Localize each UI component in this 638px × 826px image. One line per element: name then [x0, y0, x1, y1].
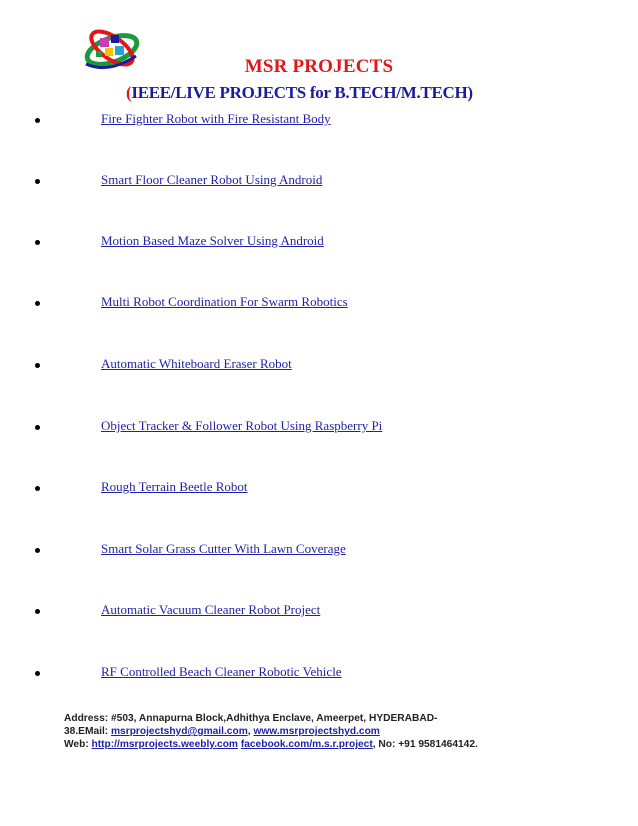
project-link[interactable]: Fire Fighter Robot with Fire Resistant Body	[101, 111, 331, 126]
list-item	[0, 233, 600, 253]
phone-number: , No: +91 9581464142.	[372, 739, 478, 750]
website-link[interactable]: www.msrprojectshyd.com	[253, 726, 380, 737]
email-label: 38.EMail:	[64, 726, 111, 737]
project-link[interactable]: Rough Terrain Beetle Robot	[101, 479, 248, 494]
project-link[interactable]: Object Tracker & Follower Robot Using Raspberry Pi	[101, 418, 383, 433]
weebly-link[interactable]: http://msrprojects.weebly.com	[91, 739, 238, 750]
bullet-icon	[35, 240, 40, 245]
bullet-icon	[35, 609, 40, 614]
list-item	[0, 356, 600, 376]
web-label: Web:	[64, 739, 92, 750]
project-link[interactable]: Automatic Vacuum Cleaner Robot Project	[101, 602, 321, 617]
bullet-icon	[35, 179, 40, 184]
list-item	[0, 294, 600, 314]
bullet-icon	[35, 118, 40, 123]
project-link[interactable]: Smart Solar Grass Cutter With Lawn Coverage	[101, 541, 346, 556]
subtitle-open-paren: (	[126, 83, 132, 102]
contact-footer	[64, 712, 624, 751]
list-item	[0, 541, 600, 561]
page-title: MSR PROJECTS	[244, 56, 394, 77]
bullet-icon	[35, 486, 40, 491]
project-link[interactable]: Multi Robot Coordination For Swarm Robotics	[101, 294, 348, 309]
list-item	[0, 418, 600, 438]
subtitle-text: IEEE/LIVE PROJECTS for B.TECH/M.TECH)	[131, 83, 473, 102]
list-item	[0, 664, 600, 684]
footer-web-line	[64, 738, 624, 751]
email-separator: ,	[247, 726, 254, 737]
footer-email-line	[64, 725, 624, 738]
list-item	[0, 602, 600, 622]
email-link[interactable]: msrprojectshyd@gmail.com	[111, 726, 248, 737]
footer-address: Address: #503, Annapurna Block,Adhithya Enclave, Ameerpet, HYDERABAD-	[64, 713, 438, 724]
list-item	[0, 172, 600, 192]
bullet-icon	[35, 425, 40, 430]
bullet-icon	[35, 548, 40, 553]
project-link[interactable]: Motion Based Maze Solver Using Android	[101, 233, 324, 248]
page-subtitle	[126, 83, 473, 103]
facebook-link[interactable]: facebook.com/m.s.r.project	[240, 739, 373, 750]
list-item	[0, 111, 600, 131]
project-link[interactable]: Smart Floor Cleaner Robot Using Android	[101, 172, 323, 187]
bullet-icon	[35, 671, 40, 676]
bullet-icon	[35, 363, 40, 368]
list-item	[0, 479, 600, 499]
project-link[interactable]: RF Controlled Beach Cleaner Robotic Vehicle	[101, 664, 342, 679]
project-link[interactable]: Automatic Whiteboard Eraser Robot	[101, 356, 292, 371]
bullet-icon	[35, 301, 40, 306]
